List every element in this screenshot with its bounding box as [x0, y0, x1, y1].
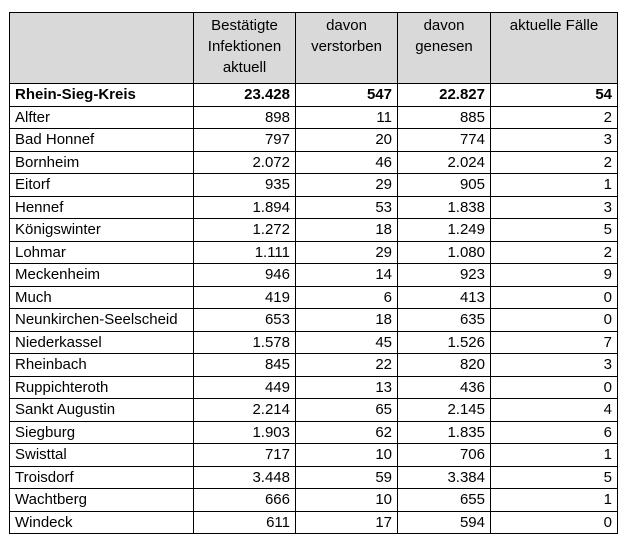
table-row [10, 489, 618, 512]
cell-confirmed: 797 [194, 129, 296, 152]
cell-active: 0 [491, 286, 618, 309]
cell-recovered: 1.249 [398, 219, 491, 242]
cell-deceased: 46 [296, 151, 398, 174]
cell-deceased: 59 [296, 466, 398, 489]
cell-deceased: 17 [296, 511, 398, 534]
table-row [10, 106, 618, 129]
municipality-name: Much [10, 286, 194, 309]
cell-deceased: 22 [296, 354, 398, 377]
cell-active: 0 [491, 376, 618, 399]
table-row [10, 174, 618, 197]
total-name: Rhein-Sieg-Kreis [10, 84, 194, 107]
cell-confirmed: 1.578 [194, 331, 296, 354]
cell-recovered: 820 [398, 354, 491, 377]
cell-confirmed: 3.448 [194, 466, 296, 489]
municipality-name: Swisttal [10, 444, 194, 467]
table-row [10, 421, 618, 444]
municipality-name: Neunkirchen-Seelscheid [10, 309, 194, 332]
total-active: 54 [491, 84, 618, 107]
table-row [10, 376, 618, 399]
municipality-name: Alfter [10, 106, 194, 129]
cell-confirmed: 2.214 [194, 399, 296, 422]
table-row [10, 219, 618, 242]
cell-active: 3 [491, 129, 618, 152]
cell-recovered: 1.526 [398, 331, 491, 354]
table-row [10, 286, 618, 309]
cell-deceased: 29 [296, 241, 398, 264]
cell-recovered: 1.838 [398, 196, 491, 219]
table-row [10, 444, 618, 467]
cell-recovered: 655 [398, 489, 491, 512]
header-deceased: davon verstorben [296, 13, 398, 84]
cell-confirmed: 2.072 [194, 151, 296, 174]
cell-confirmed: 419 [194, 286, 296, 309]
cell-deceased: 11 [296, 106, 398, 129]
cell-deceased: 10 [296, 489, 398, 512]
cell-confirmed: 845 [194, 354, 296, 377]
cell-active: 0 [491, 511, 618, 534]
cell-recovered: 594 [398, 511, 491, 534]
cell-confirmed: 1.111 [194, 241, 296, 264]
municipality-name: Bad Honnef [10, 129, 194, 152]
cell-active: 2 [491, 106, 618, 129]
cell-confirmed: 935 [194, 174, 296, 197]
cell-active: 6 [491, 421, 618, 444]
cell-recovered: 2.145 [398, 399, 491, 422]
cell-recovered: 1.080 [398, 241, 491, 264]
cell-confirmed: 717 [194, 444, 296, 467]
cell-recovered: 2.024 [398, 151, 491, 174]
cell-recovered: 885 [398, 106, 491, 129]
cell-confirmed: 666 [194, 489, 296, 512]
cell-recovered: 436 [398, 376, 491, 399]
municipality-name: Hennef [10, 196, 194, 219]
municipality-name: Königswinter [10, 219, 194, 242]
cell-deceased: 10 [296, 444, 398, 467]
municipality-name: Siegburg [10, 421, 194, 444]
cell-active: 0 [491, 309, 618, 332]
cell-confirmed: 611 [194, 511, 296, 534]
cell-active: 7 [491, 331, 618, 354]
table-row [10, 399, 618, 422]
cell-deceased: 62 [296, 421, 398, 444]
cell-active: 9 [491, 264, 618, 287]
cell-active: 3 [491, 354, 618, 377]
cell-recovered: 413 [398, 286, 491, 309]
cell-active: 1 [491, 174, 618, 197]
total-row [10, 84, 618, 107]
cell-deceased: 45 [296, 331, 398, 354]
cell-recovered: 905 [398, 174, 491, 197]
cell-confirmed: 898 [194, 106, 296, 129]
total-deceased: 547 [296, 84, 398, 107]
cell-deceased: 6 [296, 286, 398, 309]
table-row [10, 241, 618, 264]
table-row [10, 151, 618, 174]
municipality-name: Bornheim [10, 151, 194, 174]
total-recovered: 22.827 [398, 84, 491, 107]
header-confirmed: Bestätigte Infektionen aktuell [194, 13, 296, 84]
municipality-name: Eitorf [10, 174, 194, 197]
table-row [10, 466, 618, 489]
municipality-name: Lohmar [10, 241, 194, 264]
cell-recovered: 774 [398, 129, 491, 152]
table-row [10, 196, 618, 219]
header-active: aktuelle Fälle [491, 13, 618, 84]
header-recovered: davon genesen [398, 13, 491, 84]
cell-confirmed: 946 [194, 264, 296, 287]
municipality-name: Niederkassel [10, 331, 194, 354]
municipality-name: Sankt Augustin [10, 399, 194, 422]
cell-confirmed: 653 [194, 309, 296, 332]
cell-active: 2 [491, 241, 618, 264]
total-confirmed: 23.428 [194, 84, 296, 107]
header-row [10, 13, 618, 84]
table-row [10, 129, 618, 152]
cell-deceased: 18 [296, 309, 398, 332]
cell-deceased: 65 [296, 399, 398, 422]
infection-table [9, 12, 618, 534]
cell-confirmed: 1.894 [194, 196, 296, 219]
cell-deceased: 18 [296, 219, 398, 242]
cell-deceased: 14 [296, 264, 398, 287]
table-row [10, 264, 618, 287]
cell-active: 2 [491, 151, 618, 174]
cell-active: 5 [491, 219, 618, 242]
cell-recovered: 3.384 [398, 466, 491, 489]
cell-active: 3 [491, 196, 618, 219]
municipality-name: Troisdorf [10, 466, 194, 489]
municipality-name: Windeck [10, 511, 194, 534]
municipality-name: Ruppichteroth [10, 376, 194, 399]
cell-active: 5 [491, 466, 618, 489]
cell-active: 1 [491, 489, 618, 512]
cell-confirmed: 1.903 [194, 421, 296, 444]
cell-deceased: 53 [296, 196, 398, 219]
cell-recovered: 1.835 [398, 421, 491, 444]
cell-confirmed: 1.272 [194, 219, 296, 242]
cell-recovered: 706 [398, 444, 491, 467]
table-row [10, 354, 618, 377]
cell-active: 4 [491, 399, 618, 422]
header-empty [10, 13, 194, 84]
cell-deceased: 20 [296, 129, 398, 152]
municipality-name: Meckenheim [10, 264, 194, 287]
cell-deceased: 29 [296, 174, 398, 197]
municipality-name: Rheinbach [10, 354, 194, 377]
cell-active: 1 [491, 444, 618, 467]
municipality-name: Wachtberg [10, 489, 194, 512]
table-row [10, 331, 618, 354]
table-row [10, 511, 618, 534]
cell-recovered: 923 [398, 264, 491, 287]
cell-deceased: 13 [296, 376, 398, 399]
table-row [10, 309, 618, 332]
cell-confirmed: 449 [194, 376, 296, 399]
cell-recovered: 635 [398, 309, 491, 332]
